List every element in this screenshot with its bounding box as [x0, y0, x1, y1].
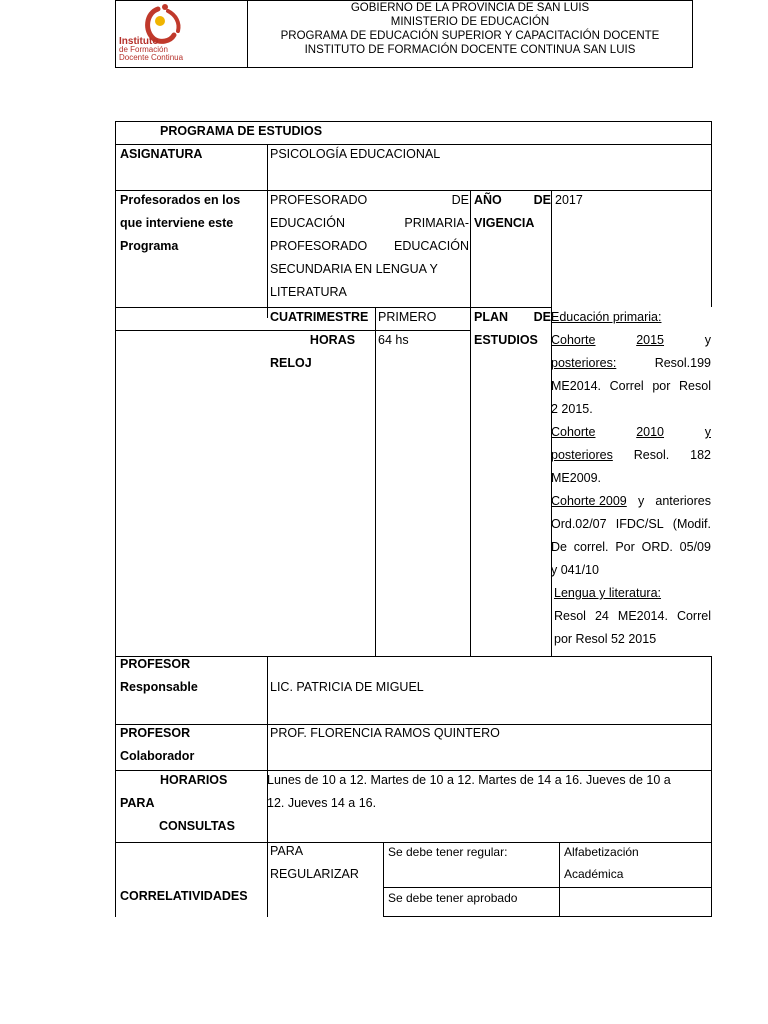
horas-label-2: RELOJ [270, 356, 312, 370]
col-divider [267, 842, 268, 917]
logo-name: Instituto [119, 36, 159, 47]
prof-col-value: PROF. FLORENCIA RAMOS QUINTERO [270, 726, 500, 740]
anio-value: 2017 [555, 193, 583, 207]
regular-label: Se debe tener regular: [388, 845, 508, 859]
plan-line: ME2009. [551, 471, 602, 485]
plan-line: posteriores Resol. 182 [551, 448, 711, 462]
prof-value-3a: PROFESORADO [270, 239, 368, 253]
plan-line: Cohorte 2009 y anteriores [551, 494, 711, 508]
col-divider [470, 190, 471, 330]
anio-label-1b: DE [533, 193, 551, 207]
plan-line: posteriores: Resol.199 [551, 356, 711, 370]
horarios-value [267, 769, 712, 815]
header-lines [248, 1, 692, 57]
asignatura-value: PSICOLOGÍA EDUCACIONAL [270, 147, 441, 161]
prof-label-line-3: Programa [120, 239, 179, 253]
plan-line: Lengua y literatura: [554, 586, 662, 600]
col-divider [375, 307, 376, 656]
document-header [115, 0, 693, 68]
plan-line: Ord.02/07 IFDC/SL (Modif. [551, 517, 711, 531]
aprobado-label: Se debe tener aprobado [388, 891, 518, 905]
horas-label-1: HORAS [309, 333, 356, 347]
prof-value-3b: EDUCACIÓN [393, 239, 469, 253]
prof-value-1b: DE [451, 193, 469, 207]
horas-label [270, 329, 375, 375]
table-title: PROGRAMA DE ESTUDIOS [160, 124, 323, 138]
prof-label-line-2: que interviene este [120, 216, 234, 230]
prof-value-5: LITERATURA [270, 285, 347, 299]
horarios-label [120, 769, 267, 838]
regular-value-1: Alfabetización [564, 845, 639, 859]
table-border-left [115, 121, 116, 917]
logo-text [119, 37, 183, 62]
para-regularizar-1: PARA [270, 844, 304, 858]
anio-label-2: VIGENCIA [474, 216, 535, 230]
plan-line: Cohorte 2015 y [551, 333, 711, 347]
header-line-3: PROGRAMA DE EDUCACIÓN SUPERIOR Y CAPACITACIÓN DOCENTE [280, 30, 660, 42]
plan-label-1a: PLAN [474, 310, 509, 324]
prof-value-2a: EDUCACIÓN [270, 216, 346, 230]
col-divider [470, 330, 471, 656]
plan-line: ME2014. Correl por Resol [551, 379, 711, 393]
horarios-value-2: 12. Jueves 14 a 16. [267, 796, 377, 810]
prof-col-label-1: PROFESOR [120, 726, 191, 740]
correlatividades-label: CORRELATIVIDADES [120, 889, 248, 903]
prof-col-label-2: Colaborador [120, 749, 195, 763]
plan-label-2: ESTUDIOS [474, 333, 538, 347]
prof-resp-label-2: Responsable [120, 680, 198, 694]
plan-label-1b: DE [533, 310, 551, 324]
anio-label-1a: AÑO [474, 193, 502, 207]
plan-line: Cohorte 2010 y [551, 425, 711, 439]
header-line-4: INSTITUTO DE FORMACIÓN DOCENTE CONTINUA SAN LUIS [304, 44, 636, 56]
institute-logo [116, 1, 248, 68]
horarios-label-3: CONSULTAS [159, 819, 235, 833]
plan-line: De correl. Por ORD. 05/09 [551, 540, 711, 554]
logo-sub-2: Docente Continua [119, 53, 184, 62]
prof-value-4: SECUNDARIA EN LENGUA Y [270, 262, 438, 276]
regular-value [564, 841, 639, 885]
col-divider [267, 144, 268, 318]
plan-line: 2 2015. [551, 402, 593, 416]
horarios-label-1: HORARIOS [160, 773, 228, 787]
prof-resp-label-1: PROFESOR [120, 657, 191, 671]
plan-line: Educación primaria: [551, 310, 662, 324]
col-divider [559, 842, 560, 917]
header-line-1: GOBIERNO DE LA PROVINCIA DE SAN LUIS [350, 2, 590, 14]
col-divider [383, 842, 384, 917]
table-border-right [711, 121, 712, 307]
prof-resp-value: LIC. PATRICIA DE MIGUEL [270, 680, 424, 694]
prof-value-1a: PROFESORADO [270, 193, 368, 207]
profesorados-label [120, 189, 267, 258]
regular-value-2: Académica [564, 867, 624, 881]
profesorados-value [270, 189, 469, 304]
horarios-label-2: PARA [120, 796, 155, 810]
logo-sub-1: de Formación [119, 45, 168, 54]
anio-label [474, 189, 551, 235]
plan-line: por Resol 52 2015 [554, 632, 657, 646]
horas-value: 64 hs [378, 333, 409, 347]
para-regularizar-2: REGULARIZAR [270, 867, 359, 881]
plan-estudios-value [551, 306, 711, 651]
para-regularizar [270, 840, 359, 886]
prof-col-label [120, 722, 194, 768]
asignatura-label: ASIGNATURA [120, 147, 203, 161]
plan-line: Resol 24 ME2014. Correl [554, 609, 711, 623]
header-line-2: MINISTERIO DE EDUCACIÓN [390, 16, 550, 28]
prof-label-line-1: Profesorados en los [120, 193, 241, 207]
plan-label [474, 306, 551, 352]
row-divider [383, 916, 712, 917]
cuatrimestre-label: CUATRIMESTRE [270, 310, 369, 324]
cuatrimestre-value: PRIMERO [378, 310, 437, 324]
horarios-value-1: Lunes de 10 a 12. Martes de 10 a 12. Martes de 14 a 16. Jueves de 10 a [267, 773, 671, 787]
row-divider [115, 656, 712, 657]
plan-line: y 041/10 [551, 563, 599, 577]
prof-resp-label [120, 653, 198, 699]
prof-value-2b: PRIMARIA- [404, 216, 469, 230]
